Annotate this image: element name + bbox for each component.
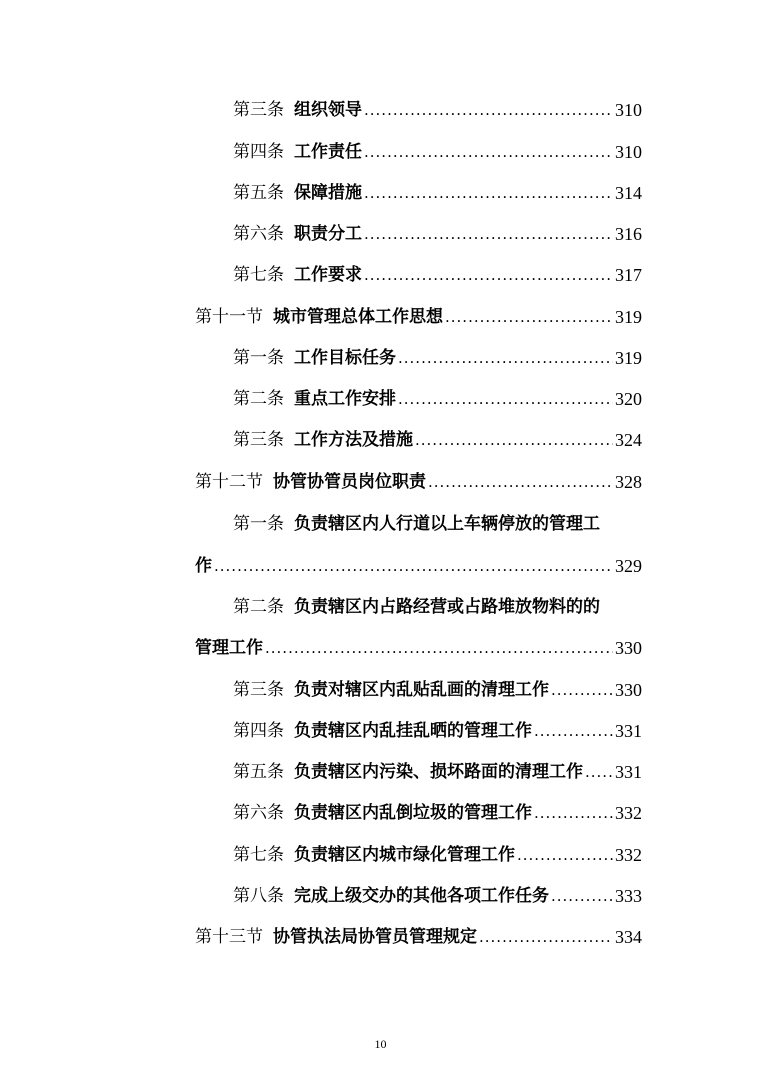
- toc-entry-page: 330: [615, 638, 642, 658]
- toc-entry-title: 工作责任: [294, 142, 362, 162]
- toc-dot-leader: [445, 302, 613, 332]
- toc-entry-article[interactable]: [233, 178, 642, 208]
- toc-entry-number: 第八条: [233, 886, 284, 906]
- toc-entry-page: 310: [615, 142, 642, 162]
- toc-entry-article[interactable]: [233, 757, 642, 787]
- toc-entry-number: 第四条: [233, 721, 284, 741]
- toc-entry-page: 320: [615, 389, 642, 409]
- toc-dot-leader: [534, 716, 613, 746]
- toc-entry-number: 第三条: [233, 680, 284, 700]
- toc-entry-number: 第二条: [233, 597, 284, 617]
- toc-entry-number: 第十三节: [195, 927, 263, 947]
- toc-entry-page: 331: [615, 721, 642, 741]
- toc-entry-article[interactable]: [233, 384, 642, 414]
- toc-entry-title: 组织领导: [294, 100, 362, 120]
- toc-entry-article[interactable]: [233, 219, 642, 249]
- toc-entry-title: 负责辖区内城市绿化管理工作: [294, 845, 515, 865]
- toc-entry-page: 328: [615, 472, 642, 492]
- toc-entry-title: 工作要求: [294, 265, 362, 285]
- toc-entry-article[interactable]: [233, 881, 642, 911]
- toc-entry-title: 完成上级交办的其他各项工作任务: [294, 886, 549, 906]
- toc-entry-title: 协管执法局协管员管理规定: [273, 927, 477, 947]
- toc-entry-number: 第六条: [233, 224, 284, 244]
- toc-dot-leader: [364, 219, 613, 249]
- toc-dot-leader: [534, 798, 613, 828]
- toc-entry-number: 第三条: [233, 430, 284, 450]
- toc-entry-title: 重点工作安排: [294, 389, 396, 409]
- toc-entry-title: 负责辖区内污染、损坏路面的清理工作: [294, 762, 583, 782]
- toc-entry-title: 负责对辖区内乱贴乱画的清理工作: [294, 680, 549, 700]
- toc-entry-page: 314: [615, 183, 642, 203]
- toc-dot-leader: [415, 425, 613, 455]
- toc-dot-leader: [585, 757, 613, 787]
- toc-dot-leader: [479, 922, 613, 952]
- toc-entry-page: 319: [615, 348, 642, 368]
- toc-entry-number: 第一条: [233, 348, 284, 368]
- toc-entry-article[interactable]: [233, 509, 642, 539]
- toc-entry-page: 331: [615, 762, 642, 782]
- toc-dot-leader: [398, 343, 613, 373]
- toc-entry-page: 333: [615, 886, 642, 906]
- toc-entry-article[interactable]: [233, 260, 642, 290]
- toc-entry-number: 第十二节: [195, 472, 263, 492]
- toc-entry-page: 317: [615, 265, 642, 285]
- toc-entry-number: 第五条: [233, 183, 284, 203]
- toc-entry-article[interactable]: [233, 137, 642, 167]
- toc-entry-number: 第十一节: [195, 307, 263, 327]
- toc-entry-page: 324: [615, 430, 642, 450]
- toc-dot-leader: [265, 633, 613, 663]
- toc-entry-title: 负责辖区内人行道以上车辆停放的管理工: [294, 514, 600, 534]
- toc-entry-title: 工作目标任务: [294, 348, 396, 368]
- toc-entry-title: 城市管理总体工作思想: [273, 307, 443, 327]
- toc-entry-number: 第四条: [233, 142, 284, 162]
- toc-entry-title: 协管协管员岗位职责: [273, 472, 426, 492]
- toc-entry-section[interactable]: [195, 467, 642, 497]
- toc-entry-article[interactable]: [233, 716, 642, 746]
- toc-entry-article[interactable]: [233, 425, 642, 455]
- page-footer-number: 10: [374, 1037, 387, 1051]
- toc-entry-page: 310: [615, 100, 642, 120]
- toc-entry-number: 第二条: [233, 389, 284, 409]
- toc-entry-title-continued: 管理工作: [195, 638, 263, 658]
- toc-entry-page: 332: [615, 803, 642, 823]
- toc-entry-article[interactable]: [233, 675, 642, 705]
- toc-entry-continuation[interactable]: [195, 551, 642, 581]
- toc-entry-number: 第七条: [233, 845, 284, 865]
- toc-entry-page: 332: [615, 845, 642, 865]
- toc-dot-leader: [398, 384, 613, 414]
- toc-entry-number: 第一条: [233, 514, 284, 534]
- toc-entry-continuation[interactable]: [195, 633, 642, 663]
- toc-dot-leader: [214, 551, 613, 581]
- toc-entry-article[interactable]: [233, 592, 642, 622]
- toc-entry-title: 负责辖区内乱倒垃圾的管理工作: [294, 803, 532, 823]
- toc-dot-leader: [428, 467, 613, 497]
- toc-entry-number: 第三条: [233, 100, 284, 120]
- toc-dot-leader: [364, 260, 613, 290]
- toc-dot-leader: [364, 178, 613, 208]
- toc-entry-article[interactable]: [233, 95, 642, 125]
- toc-entry-article[interactable]: [233, 798, 642, 828]
- toc-entry-title: 保障措施: [294, 183, 362, 203]
- toc-entry-article[interactable]: [233, 840, 642, 870]
- toc-entry-page: 330: [615, 680, 642, 700]
- toc-dot-leader: [364, 137, 613, 167]
- toc-entry-title: 工作方法及措施: [294, 430, 413, 450]
- toc-entry-section[interactable]: [195, 922, 642, 952]
- toc-entry-page: 334: [615, 927, 642, 947]
- toc-entry-number: 第六条: [233, 803, 284, 823]
- toc-entry-article[interactable]: [233, 343, 642, 373]
- toc-dot-leader: [551, 881, 613, 911]
- toc-dot-leader: [517, 840, 613, 870]
- toc-entry-title: 负责辖区内乱挂乱晒的管理工作: [294, 721, 532, 741]
- toc-entry-number: 第七条: [233, 265, 284, 285]
- toc-entry-title: 职责分工: [294, 224, 362, 244]
- toc-entry-page: 316: [615, 224, 642, 244]
- toc-entry-title: 负责辖区内占路经营或占路堆放物料的的: [294, 597, 600, 617]
- toc-entry-page: 329: [615, 556, 642, 576]
- toc-entry-section[interactable]: [195, 302, 642, 332]
- toc-entry-title-continued: 作: [195, 556, 212, 576]
- toc-dot-leader: [551, 675, 613, 705]
- toc-dot-leader: [364, 95, 613, 125]
- toc-entry-number: 第五条: [233, 762, 284, 782]
- toc-entry-page: 319: [615, 307, 642, 327]
